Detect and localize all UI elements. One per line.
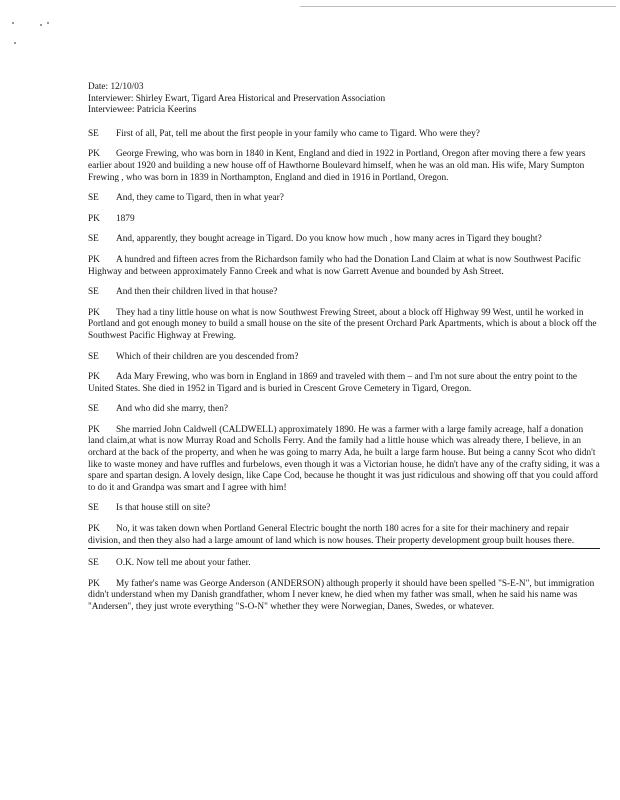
transcript-entry	[88, 372, 600, 395]
speaker-label: SE	[88, 193, 99, 204]
entry-text: And, they came to Tigard, then in what year?	[116, 193, 284, 204]
transcript-entry	[88, 193, 600, 205]
transcript-entry	[88, 287, 600, 299]
speaker-label: PK	[88, 578, 100, 589]
transcript-entry	[88, 352, 600, 364]
speaker-label: SE	[88, 128, 99, 139]
interviewee-line: Interviewee: Patricia Keerins	[88, 105, 197, 116]
speaker-label: PK	[88, 254, 100, 265]
interview-header	[88, 82, 600, 117]
scan-speck	[14, 42, 16, 44]
speaker-label: SE	[88, 351, 99, 362]
transcript-entry	[88, 234, 600, 246]
scan-speck	[40, 24, 42, 26]
entry-text: And who did she marry, then?	[116, 404, 228, 415]
transcript-entry	[88, 425, 600, 495]
entry-text: A hundred and fifteen acres from the Richardson family who had the Donation Land Claim at what is now Southwest Pacific Highway and between approximately Fanno Creek and what is now Garrett Avenue and bounded by Ash Street.	[88, 254, 581, 277]
transcript-entry	[88, 579, 600, 614]
speaker-label: SE	[88, 404, 99, 415]
entry-text: And then their children lived in that house?	[116, 287, 278, 298]
transcript-page	[88, 82, 600, 614]
transcript-entry	[88, 214, 600, 226]
speaker-label: PK	[88, 424, 100, 435]
entry-text: George Frewing, who was born in 1840 in Kent, England and died in 1922 in Portland, Oregon after moving there a few years earlier about 1920 and building a new house off of Hawthorne Boulevard himself, when he was an old man. His wife, Mary Sumpton Frewing , who was born in 1839 in Northampton, England and died in 1916 in Portland, Oregon.	[88, 149, 586, 183]
entry-text: 1879	[116, 213, 135, 224]
speaker-label: SE	[88, 558, 99, 569]
transcript-entry	[88, 524, 600, 549]
transcript-entry	[88, 404, 600, 416]
transcript-entry	[88, 308, 600, 343]
transcript-entry	[88, 503, 600, 515]
speaker-label: PK	[88, 524, 100, 535]
entry-text: My father's name was George Anderson (ANDERSON) although properly it should have been spelled "S-E-N", but immigration didn't understand when my Danish grandfather, whom I never knew, he died when my father was small, when he said his name was "Andersen", they just wrote everything "S-O-N" whether they were Norwegian, Danes, Swedes, or whatever.	[88, 578, 595, 612]
entry-text: O.K. Now tell me about your father.	[116, 558, 251, 569]
entry-text: Which of their children are you descended from?	[116, 351, 299, 362]
entry-text: Ada Mary Frewing, who was born in England in 1869 and traveled with them – and I'm not sure about the entry point to the United States. She died in 1952 in Tigard and is buried in Crescent Grove Cemetery in Tigard, Oregon.	[88, 372, 578, 394]
interview-date: Date: 12/10/03	[88, 82, 144, 92]
scan-edge-line	[300, 6, 616, 7]
transcript-entry	[88, 129, 600, 141]
entry-text: They had a tiny little house on what is now Southwest Frewing Street, about a block off Highway 99 West, until he worked in Portland and got enough money to build a small house on the site of the present Orchard Park Apartments, which is about a block off the Southwest Pacific Highway at Frewing.	[88, 307, 597, 341]
entry-text: First of all, Pat, tell me about the first people in your family who came to Tigard. Who were they?	[116, 128, 480, 139]
interviewer-line: Interviewer: Shirley Ewart, Tigard Area Historical and Preservation Association	[88, 93, 386, 104]
entry-text: And, apparently, they bought acreage in Tigard. Do you know how much , how many acres in Tigard they bought?	[116, 234, 542, 245]
scan-speck	[12, 22, 14, 24]
speaker-label: SE	[88, 287, 99, 298]
scan-speck	[47, 22, 49, 24]
transcript-entry	[88, 149, 600, 184]
entry-text: She married John Caldwell (CALDWELL) approximately 1890. He was a farmer with a large family acreage, half a donation land claim,at what is now Murray Road and Scholls Ferry. And the family had a little house which was already there, I believe, in an orchard at the back of the property, and when he was going to marry Ada, he built a large farm house. But being a canny Scot who didn't like to waste money and have ruffles and furbelows, even though it was a Victorian house, he didn't have any of the crafty siding, it was a spare and spartan design. A lovely design, like Cape Cod, because he thought it was just ridiculous and showing off that you could afford to do it and Grandpa was smart and I agree with him!	[88, 424, 600, 493]
speaker-label: SE	[88, 503, 99, 514]
entry-text: No, it was taken down when Portland General Electric bought the north 180 acres for a site for their machinery and repair division, and then they also had a large amount of land which is now houses. Their property development group built houses there.	[88, 524, 575, 546]
speaker-label: SE	[88, 234, 99, 245]
speaker-label: PK	[88, 149, 100, 160]
transcript-entry	[88, 558, 600, 570]
transcript-entry	[88, 255, 600, 278]
speaker-label: PK	[88, 372, 100, 383]
speaker-label: PK	[88, 307, 100, 318]
entry-text: Is that house still on site?	[116, 503, 211, 514]
speaker-label: PK	[88, 213, 100, 224]
